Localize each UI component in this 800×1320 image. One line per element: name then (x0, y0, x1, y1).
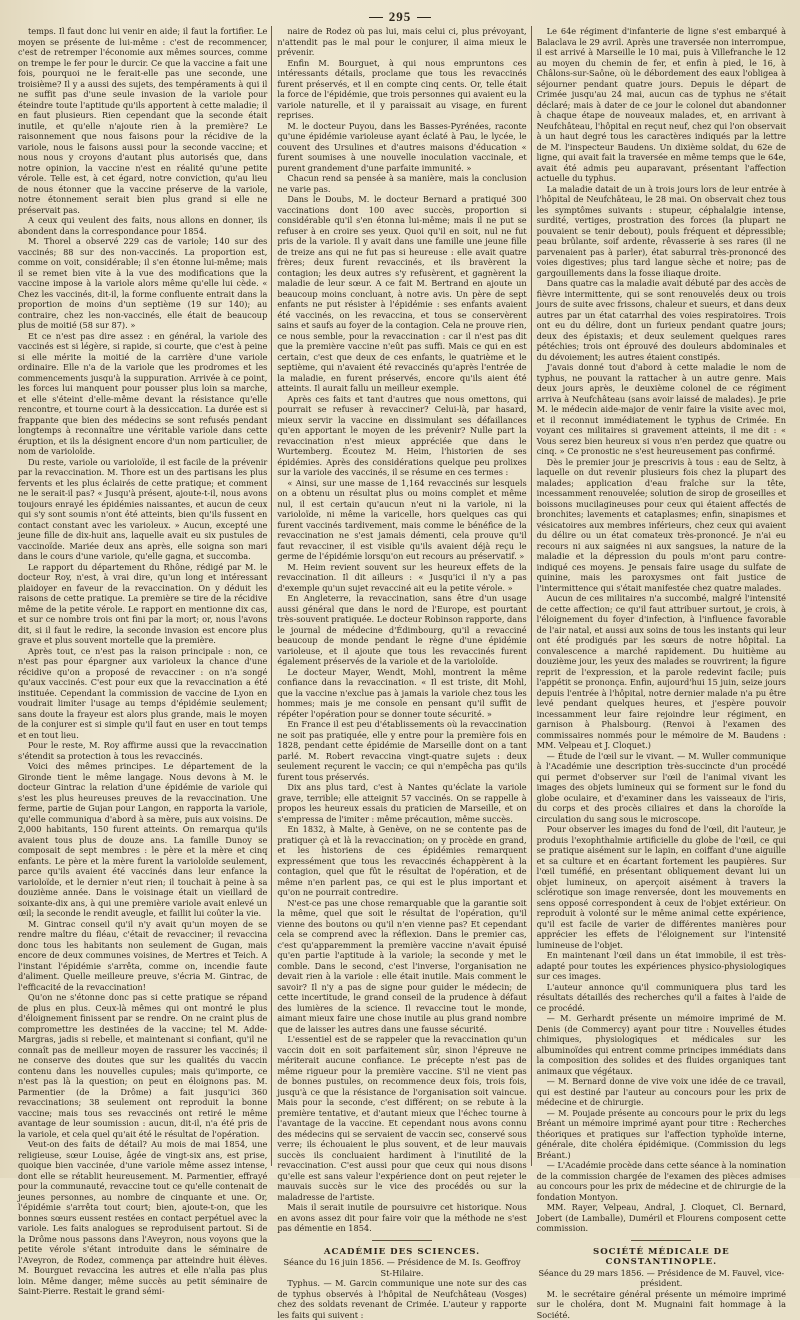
paragraph: Et ce n'est pas dire assez : en général, la variole des vaccinés est si légère, si rapide, si courte, que c'est à peine si elle mérite la moitié de la carrière d'une variole ordinaire. Elle n'a de la variole que les prodromes et les commencements jusqu'à la suppuration. Arrivée à ce point, les forces lui manquent pour pousser plus loin sa marche, et elle s'éteint d'elle-même devant la résistance qu'elle rencontre, et tourne court à la dessiccation. La durée est si frappante que bien des médecins se sont refusés pendant longtemps à reconnaître une véritable variole dans cette éruption, et ils la désignent encore d'un nom particulier, de nom de varioloïde. (18, 331, 267, 457)
paragraph: MM. Rayer, Velpeau, Andral, J. Cloquet, Cl. Bernard, Jobert (de Lamballe), Duméril et Flourens composent cette commission. (537, 1202, 786, 1234)
paragraph: A ceux qui veulent des faits, nous allons en donner, ils abondent dans la correspondance pour 1854. (18, 215, 267, 236)
section-paragraph: Typhus. — M. Garcin communique une note sur des cas de typhus observés à l'hôpital de Neufchâteau (Vosges) chez des soldats revenant de Crimée. L'auteur y rapporte les faits qui suivent : (277, 1278, 526, 1320)
paragraph: Du reste, variole ou varioloïde, il est facile de la prévenir par la revaccination. M. Thore est un des partisans les plus fervents et les plus éclairés de cette pratique; et comment ne le serait-il pas? « Jusqu'à présent, ajoute-t-il, nous avons toujours enrayé les épidémies naissantes, et aucun de ceux qui s'y sont soumis n'ont été atteints, bien qu'ils fussent en contact constant avec les varioleux. » Aucun, excepté une jeune fille de dix-huit ans, laquelle avait eu six pustules de vaccinoïde. Mariée deux ans après, elle soigna son mari dans le cours d'une variole, qu'elle gagna, et succomba. (18, 457, 267, 562)
paragraph: Après ces faits et tant d'autres que nous omettons, qui pourrait se refuser à revacciner? Celui-là, par hasard, mieux servir la vaccine en dissimulant ses défaillances qu'en apportant le moyen de les prévenir? Nulle part la revaccination n'est mieux appréciée que dans le Wurtemberg. Écoutez M. Heim, l'historien de ses épidémies. Après des considérations quelque peu prolixes sur la variole des vaccinés, il se résume en ces termes : (277, 394, 526, 478)
paragraph: Pour observer les images du fond de l'œil, dit l'auteur, je produis l'exophthalmie artificielle du globe de l'œil, ce qui se pratique aisément sur le lapin, en coiffant d'une aiguille et sa culture et en écartant fortement les paupières. Sur l'œil tuméfié, en présentant obliquement devant lui un objet lumineux, on aperçoit aisément à travers la sclérotique son image renversée, dont les mouvements en sens opposé correspondent à ceux de l'objet extérieur. On reproduit à volonté sur le même animal cette expérience, qu'il est facile de varier de différentes manières pour apprécier les effets de l'éloignement sur l'intensité lumineuse de l'objet. (537, 824, 786, 950)
paragraph: La maladie datait de un à trois jours lors de leur entrée à l'hôpital de Neufchâteau, le 28 mai. On observait chez tous les symptômes suivants : stupeur, céphalalgie intense, surdité, vertiges, prostration des forces (la plupart ne pouvaient se tenir debout), pouls fréquent et dépressible; peau brûlante, soif ardente, rêvasserie à ses rares (il ne parvenaient pas à parler), état saburral très-prononcé des voies digestives; plus tard langue sèche et noire; pas de gargouillements dans la fosse iliaque droite. (537, 184, 786, 279)
paragraph: Après tout, ce n'est pas la raison principale : non, ce n'est pas pour épargner aux varioleux la chance d'une récidive qu'on a proposé de revacciner : on n'a songé qu'aux vaccinés. C'est pour eux que la revaccination a été instituée. Cependant la commission de vaccine de Lyon en voudrait limiter l'usage au temps d'épidémie seulement; sans doute la frayeur est alors plus grande, mais le moyen de la conjurer est si simple qu'il faut en user en tout temps et en tout lieu. (18, 646, 267, 741)
section-subtitle: Séance du 29 mars 1856. — Présidence de M. Fauvel, vice-président. (537, 1268, 786, 1289)
paragraph: En Angleterre, la revaccination, sans être d'un usage aussi général que dans le nord de l'Europe, est pourtant très-souvent pratiquée. Le docteur Robinson rapporte, dans le journal de médecine d'Édimbourg, qu'il a revacciné beaucoup de monde pendant le règne d'une épidémie varioleuse, et il ajoute que tous les revaccinés furent également préservés de la variole et de la varioloïde. (277, 593, 526, 667)
column-3 (537, 26, 786, 1166)
paragraph: temps. Il faut donc lui venir en aide; il faut la fortifier. Le moyen se présente de lui-même : c'est de recommencer, c'est de retremper l'économie aux mêmes sources, comme on trempe le fer pour le durcir. Ce que la vaccine a fait une fois, pourquoi ne le ferait-elle pas une seconde, une troisième? Il y a aussi des sujets, des tempéraments à qui il ne suffit pas d'une seule invasion de la variole pour éteindre toute l'aptitude qu'ils apportent à cette maladie; il en faut plusieurs. Rien cependant que la seconde était inutile, et qu'elle n'ajoute rien à la première? Le raisonnement que nous faisons pour la récidive de la variole, nous le faisons aussi pour la seconde vaccine; et nous nous y croyons d'autant plus autorisés que, dans notre opinion, la vaccine n'est en réalité qu'une petite vérole. Telle est, à cet égard, notre conviction, qu'au lieu de nous étonner que la vaccine préserve de la variole, notre étonnement serait bien plus grand si elle ne préservait pas. (18, 26, 267, 215)
paragraph: Dès le premier jour je prescrivis à tous : eau de Seltz, à laquelle on dut revenir plusieurs fois chez la plupart des malades; application d'eau fraîche sur la tête, incessamment renouvelée; solution de sirop de groseilles et boissons mucilagineuses pour ceux qui étaient affectés de bronchites; lavements et cataplasmes; enfin, sinapismes et vésicatoires aux membres inférieurs, chez ceux qui avaient du délire ou un état comateux très-prononcé. Je n'ai eu recours ni aux saignées ni aux sangsues, la nature de la maladie et la dépression du pouls m'ont paru contre-indiqué ces moyens. Je pensais faire usage du sulfate de quinine, mais les paroxysmes ont fait justice de l'intermittence qui s'était manifestée chez quatre malades. (537, 457, 786, 594)
paragraph: Enfin M. Bourguet, à qui nous empruntons ces intéressants détails, proclame que tous les revaccinés furent préservés, et il en compte cinq cents. Or, telle était la force de l'épidémie, que trois personnes qui avaient eu la variole naturelle, et il y paraissait au visage, en furent reprises. (277, 58, 526, 121)
page-number: 295 (389, 9, 412, 25)
paragraph: Mais il serait inutile de poursuivre cet historique. Nous en avons assez dit pour faire voir que la méthode ne s'est pas démentie en 1854. (277, 1202, 526, 1234)
paragraph: Qu'on ne s'étonne donc pas si cette pratique se répand de plus en plus. Ceux-là mêmes qui ont montré le plus d'éloignement finissent par se rendre. On ne craint plus de compromettre les destinées de la vaccine; tel M. Adde-Margras, jadis si rebelle, et maintenant si confiant, qu'il ne connaît pas de meilleur moyen de rassurer les vaccinés; il ne conserve des doutes que sur les qualités du vaccin contenu dans les nouvelles cupules; mais qu'importe, ce n'est pas là la question; on peut en éloignons pas. M. Parmentier (de la Drôme) a fait jusqu'ici 360 revaccinations; 38 seulement ont reproduit la bonne vaccine; mais tous ses revaccinés ont retiré le même avantage de leur soumission : aucun, dit-il, n'a été pris de la variole, et cela quel qu'ait été le résultat de l'opération. (18, 992, 267, 1139)
header-dash-right (417, 17, 431, 18)
section-paragraph: M. le secrétaire général présente un mémoire imprimé sur le choléra, dont M. Mugnaini fait hommage à la Société. (537, 1289, 786, 1320)
paragraph: — Étude de l'œil sur le vivant. — M. Wuller communique à l'Académie une description très-succincte d'un procédé qui permet d'observer sur l'œil de l'animal vivant les images des objets lumineux qui se forment sur le fond du globe oculaire, et d'examiner dans les vaisseaux de l'iris, du corps et des procès ciliaires et dans la choroïde la circulation du sang sous le microscope. (537, 751, 786, 825)
paragraph: M. Heim revient souvent sur les heureux effets de la revaccination. Il dit ailleurs : « Jusqu'ici il n'y a pas d'exemple qu'un sujet revacciné ait eu la petite vérole. » (277, 562, 526, 594)
paragraph: — M. Gerhardt présente un mémoire imprimé de M. Denis (de Commercy) ayant pour titre : Nouvelles études chimiques, physiologiques et médicales sur les albuminoïdes qui entrent comme principes immédiats dans la composition des solides et des fluides organiques tant animaux que végétaux. (537, 1013, 786, 1076)
section-title: ACADÉMIE DES SCIENCES. (277, 1247, 526, 1258)
paragraph: Dix ans plus tard, c'est à Nantes qu'éclate la variole grave, terrible; elle atteignit 57 vaccinés. On se rappelle à propos les heureux essais du praticien de Marseille, et on s'empressa de l'imiter : même précaution, même succès. (277, 782, 526, 824)
paragraph: M. Thorel a observé 229 cas de variole; 140 sur des vaccinés; 88 sur des non-vaccinés. La proportion est, comme on voit, considérable; il s'en étonne lui-même; mais il se remet bien vite à la vue des modifications que la vaccine impose à la variole alors même qu'elle lui cède. « Chez les vaccinés, dit-il, la forme confluente entrait dans la proportion de moins d'un septième (19 sur 140); au contraire, chez les non-vaccinés, elle était de beaucoup plus de moitié (58 sur 87). » (18, 236, 267, 331)
paragraph: Veut-on des faits de détail? Au mois de mai 1854, une religieuse, sœur Louise, âgée de vingt-six ans, est prise, quoique bien vaccinée, d'une variole même assez intense, dont elle se rétablit heureusement. M. Parmentier, effrayé pour la communauté, revaccine tout ce qu'elle contenait de jeunes personnes, au nombre de cinquante et une. Or, l'épidémie s'arrêta tout court; bien, ajoute-t-on, que les bonnes sœurs eussent restées en contact perpétuel avec la variole. Les faits analogues se reproduisent partout. Si de la Drôme nous passons dans l'Aveyron, nous voyons que la petite vérole s'étant introduite dans le séminaire de l'Aveyron, de Rodez, commença par atteindre huit élèves. M. Bourguet revaccina les autres et elle n'alla pas plus loin. Même danger, même succès au petit séminaire de Saint-Pierre. Restait le grand sémi- (18, 1139, 267, 1297)
columns (18, 26, 786, 1166)
paragraph: Aucun de ces militaires n'a succombé, malgré l'intensité de cette affection; ce qu'il faut attribuer surtout, je crois, à l'éloignement du foyer d'infection, à l'influence favorable de l'air natal, et aussi aux soins de tous les instants qui leur ont été prodigués par les sœurs de notre hôpital. La convalescence a marché rapidement. Du huitième au douzième jour, les yeux des malades se rouvrirent; la figure reprit de l'expression, et la parole redevint facile; puis l'appétit se prononça. Enfin, aujourd'hui 15 juin, seize jours depuis l'entrée à l'hôpital, notre dernier malade n'a pu être levé pendant quelques heures, et j'espère pouvoir incessamment leur faire rejoindre leur régiment, en garnison à Phalsbourg. (Renvoi à l'examen des commissaires nommés pour le mémoire de M. Baudens : MM. Velpeau et J. Cloquet.) (537, 593, 786, 751)
paragraph: Dans quatre cas la maladie avait débuté par des accès de fièvre intermittente, qui se sont renouvelés deux ou trois jours de suite avec frissons, chaleur et sueurs, et dans deux autres par un état catarrhal des voies respiratoires. Trois ont eu du délire, dont un furieux pendant quatre jours; deux des épistaxis; et deux seulement quelques rares pétéchies; trois ont éprouvé des douleurs abdominales et du dévoiement; les autres étaient constipés. (537, 278, 786, 362)
column-2 (277, 26, 526, 1166)
paragraph: En maintenant l'œil dans un état immobile, il est très-adapté pour toutes les expériences physico-physiologiques sur ces images. (537, 950, 786, 982)
paragraph: En 1832, à Malte, à Genève, on ne se contente pas de pratiquer çà et là la revaccination; on y procède en grand, et les historiens de ces épidémies remarquent expressément que tous les revaccinés échappèrent à la contagion, quel que fût le résultat de l'opération, et de même n'en parlent pas, ce qui est le plus important et qu'on ne pourrait contredire. (277, 824, 526, 898)
paragraph: M. Gintrac conseil qu'il n'y avait qu'un moyen de se rendre maître du fléau, c'était de revacciner; il revaccina donc tous les habitants non seulement de Gugan, mais encore de deux communes voisines, de Mertres et Teich. A l'instant l'épidémie s'arrêta, comme on, incendie faute d'aliment. Quelle meilleure preuve, s'écria M. Gintrac, de l'efficacité de la revaccination! (18, 919, 267, 993)
column-1 (18, 26, 267, 1166)
paragraph: L'auteur annonce qu'il communiquera plus tard les résultats détaillés des recherches qu'il a faites à l'aide de ce procédé. (537, 982, 786, 1014)
paragraph: Dans le Doubs, M. le docteur Bernard a pratiqué 300 vaccinations dont 100 avec succès, proportion si considérable qu'il s'en étonna lui-même; mais il ne put se refuser à en croire ses yeux. Quoi qu'il en soit, nul ne fut pris de la variole. Il y avait dans une famille une jeune fille de treize ans qui ne fut pas si heureuse : elle avait quatre frères; deux furent revaccinés, et ils bravèrent la contagion; les deux autres s'y refusèrent, et gagnèrent la maladie de leur sœur. A ce fait M. Bertrand en ajoute un beaucoup moins concluant, à notre avis. Un père de sept enfants ne put résister à l'épidémie : ses enfants avaient été vaccinés, on les revaccina, et tous se conservèrent sains et saufs au foyer de la contagion. Cela ne prouve rien, ce nous semble, pour la revaccination : car il n'est pas dit que la première vaccine n'eût pas suffi. Mais ce qui en est certain, c'est que deux de ces enfants, le quatrième et le septième, qui n'avaient été revaccinés qu'après l'entrée de la maladie, en furent préservés, encore qu'ils aient été atteints. Il aurait fallu un meilleur exemple. (277, 194, 526, 394)
paragraph: Le 64e régiment d'infanterie de ligne s'est embarqué à Balaclava le 29 avril. Après une traversée non interrompue, il est arrivé à Marseille le 10 mai, puis à Villefranche le 12 au moyen du chemin de fer, et enfin à pied, le 16, à Châlons-sur-Saône, où le débordement des eaux l'obligea à séjourner pendant quatre jours. Depuis le départ de Crimée jusqu'au 24 mai, aucun cas de typhus ne s'était déclaré; mais à dater de ce jour le colonel dut abandonner à chaque étape de nouveaux malades, et, en arrivant à Neufchâteau, l'hôpital en reçut neuf, chez qui l'on observait à un haut degré tous les caractères indiqués par la lettre de M. l'inspecteur Baudens. Un dixième soldat, du 62e de ligne, qui avait fait la traversée en même temps que le 64e, avait été admis peu auparavant, présentant l'affection actuelle du typhus. (537, 26, 786, 184)
section-subtitle: Séance du 16 juin 1856. — Présidence de M. Is. Geoffroy St-Hilaire. (277, 1257, 526, 1278)
paragraph: — L'Académie procède dans cette séance à la nomination de la commission chargée de l'examen des pièces admises au concours pour les prix de médecine et de chirurgie de la fondation Montyon. (537, 1160, 786, 1202)
paragraph: Voici des mêmes principes. Le département de la Gironde tient le même langage. Nous devons à M. le docteur Gintrac la relation d'une épidémie de variole qui s'est les plus heureuses preuves de la revaccination. Une ferme, partie de Gujan pour Langon, en rapporta la variole, qu'elle communiqua d'abord à sa mère, puis aux voisins. De 2,000 habitants, 150 furent atteints. On remarqua qu'ils avaient tous plus de douze ans. La famille Dunoy se composait de sept membres : le père et la mère et cinq enfants. Le père et la mère furent la varioloïde seulement, parce qu'ils avaient été vaccinés dans leur enfance la varioloïde, et le dernier n'eut rien; il touchait à peine à sa douzième année. Dans le voisinage était un vieillard de soixante-dix ans, à qui une première variole avait enlevé un œil; la seconde le rendit aveugle, et faillit lui coûter la vie. (18, 761, 267, 919)
paragraph: Chacun rend sa pensée à sa manière, mais la conclusion ne varie pas. (277, 173, 526, 194)
paragraph: Le rapport du département du Rhône, rédigé par M. le docteur Roy, n'est, à vrai dire, qu'un long et intéressant plaidoyer en faveur de la revaccination. On y déduit les raisons de cette pratique. La première se tire de la récidive même de la petite vérole. Le rapport en mentionne dix cas, et sur ce nombre trois ont fini par la mort; or, nous l'avons dit, si il faut le redire, la seconde invasion est encore plus grave et plus souvent mortelle que la première. (18, 562, 267, 646)
paragraph: Le docteur Mayer, Wendt, Mohl, montrent la même confiance dans la revaccination. « Il est triste, dit Mohl, que la vaccine n'exclue pas à jamais la variole chez tous les hommes; mais je me console en pensant qu'il suffit de répéter l'opération pour se donner toute sécurité. » (277, 667, 526, 720)
header-dash-left (369, 17, 383, 18)
paragraph: M. le docteur Puyou, dans les Basses-Pyrénées, raconte qu'une épidémie varioleuse ayant éclaté à Pau, le lycée, le couvent des Ursulines et d'autres maisons d'éducation « furent soumises à une nouvelle inoculation vaccinale, et purent grandement d'une parfaite immunité. » (277, 121, 526, 174)
page-header (0, 8, 800, 26)
section-divider (631, 1240, 691, 1241)
paragraph: « Ainsi, sur une masse de 1,164 revaccinés sur lesquels on a obtenu un résultat plus ou moins complet et même nul, il est certain qu'aucun n'eut ni la variole, ni la varioloïde, ni même la varicelle, hors quelques cas qui furent vaccinés tardivement, mais comme le bénéfice de la revaccination ne s'est jamais démenti, cela prouve qu'il faut revacciner, il est visible qu'ils avaient déjà reçu le germe de l'épidémie lorsqu'on eut recours au préservatif. » (277, 478, 526, 562)
paragraph: — M. Poujade présente au concours pour le prix du legs Bréant un mémoire imprimé ayant pour titre : Recherches théoriques et pratiques sur l'affection typhoïde interne, générale, dite choléra épidémique. (Commission du legs Bréant.) (537, 1108, 786, 1161)
paragraph: En France il est peu d'établissements où la revaccination ne soit pas pratiquée, elle y entre pour la première fois en 1828, pendant cette épidémie de Marseille dont on a tant parlé. M. Robert revaccina vingt-quatre sujets : deux seulement reçurent le vaccin; ce qui n'empêcha pas qu'ils furent tous préservés. (277, 719, 526, 782)
section-divider (372, 1240, 432, 1241)
paragraph: naire de Rodez où pas lui, mais celui ci, plus prévoyant, n'attendit pas le mal pour le conjurer, il aima mieux le prévenir. (277, 26, 526, 58)
paragraph: L'essentiel est de se rappeler que la revaccination qu'un vaccin doit en soit parfaitement sûr, sinon l'épreuve ne mériterait aucune confiance. Le précepte n'est pas de même rigueur pour la première vaccine. S'il ne vient pas de bonnes pustules, on recommence deux fois, trois fois, jusqu'à ce que la résistance de l'organisation soit vaincue. Mais pour la seconde, c'est différent; on se rebute à la première tentative, et d'autant mieux que l'échec tourne à l'avantage de la vaccine. Et cependant nous avons connu des médecins qui se servaient de vaccin sec, conservé sous verre; ils échouaient le plus souvent, et de leur mauvais succès ils concluaient hardiment à l'inutilité de la revaccination. C'est aussi pour que ceux qui nous disons qu'elle est sans valeur l'expérience dont on peut rejeter le mauvais succès sur le vice des procédés ou sur la maladresse de l'artiste. (277, 1034, 526, 1202)
paragraph: J'avais donné tout d'abord à cette maladie le nom de typhus, ne pouvant la rattacher à un autre genre. Mais deux jours après, le deuxième colonel de ce régiment arriva à Neufchâteau (sans avoir laissé de malades). Je prie M. le médecin aide-major de venir faire la visite avec moi, et il reconnut immédiatement le typhus de Crimée. En voyant ces militaires si gravement atteints, il me dit : « Vous serez bien heureux si vous n'en perdez que quatre ou cinq. » Ce pronostic ne s'est heureusement pas confirmé. (537, 362, 786, 457)
paragraph: Pour le reste, M. Roy affirme aussi que la revaccination s'étendit sa protection à tous les revaccinés. (18, 740, 267, 761)
section-title: SOCIÉTÉ MÉDICALE DE CONSTANTINOPLE. (537, 1247, 786, 1268)
paragraph: — M. Bernard donne de vive voix une idée de ce travail, qui est destiné par l'auteur au concours pour les prix de médecine et de chirurgie. (537, 1076, 786, 1108)
paragraph: N'est-ce pas une chose remarquable que la garantie soit la même, quel que soit le résultat de l'opération, qu'il vienne des boutons ou qu'il n'en vienne pas? Et cependant cela se comprend avec la réflexion. Dans le premier cas, c'est qu'apparemment la première vaccine n'avait épuisé qu'en partie l'aptitude à la variole; la seconde y met le comble. Dans le second, c'est l'inverse, l'organisation ne devait rien à la variole : elle était inutile. Mais comment le savoir? Il n'y a pas de signe pour guider le médecin; de cette incertitude, le grand conseil de la prudence à défaut des lumières de la science. Il revaccine tout le monde, aimant mieux faire une chose inutile au plus grand nombre que de laisser les autres dans une fausse sécurité. (277, 898, 526, 1035)
